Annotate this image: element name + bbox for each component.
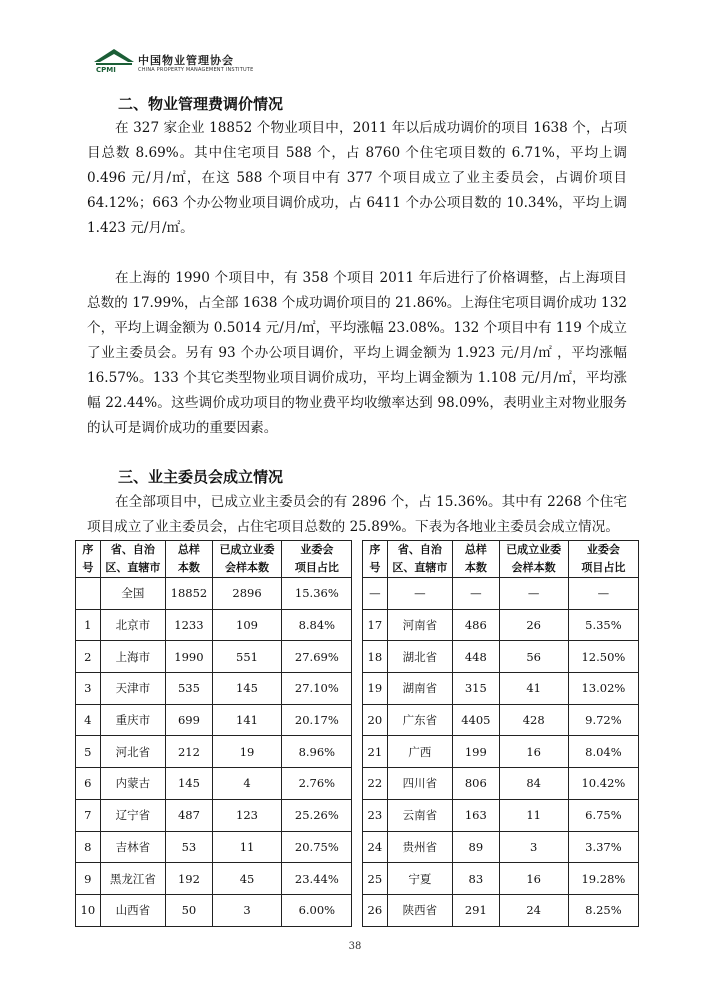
- table-row: [76, 673, 639, 705]
- table-cell: 1990: [166, 641, 213, 673]
- table-cell: 23: [363, 799, 388, 831]
- table-cell: 15.36%: [282, 578, 352, 610]
- table-cell: —: [499, 578, 568, 610]
- table-row: [76, 831, 639, 863]
- table-cell: 4: [212, 768, 282, 800]
- table-cell: 141: [212, 704, 282, 736]
- org-name-cn: 中国物业管理协会: [138, 54, 234, 67]
- table-cell: 11: [499, 799, 568, 831]
- table-cell: 123: [212, 799, 282, 831]
- table-cell: 贵州省: [387, 831, 452, 863]
- table-cell: 26: [499, 609, 568, 641]
- committee-table: [75, 540, 639, 927]
- table-cell: 84: [499, 768, 568, 800]
- table-cell: 5: [76, 736, 101, 768]
- table-row: [76, 578, 639, 610]
- logo-abbreviation: CPMI: [96, 66, 116, 74]
- table-cell: [76, 578, 101, 610]
- table-cell: 上海市: [100, 641, 165, 673]
- table-gap: [352, 641, 363, 673]
- table-cell: 11: [212, 831, 282, 863]
- table-cell: 24: [363, 831, 388, 863]
- page-number: 38: [348, 941, 362, 952]
- table-cell: 河北省: [100, 736, 165, 768]
- table-cell: 6: [76, 768, 101, 800]
- table-cell: 8.04%: [568, 736, 638, 768]
- table-cell: 2.76%: [282, 768, 352, 800]
- table-cell: 10.42%: [568, 768, 638, 800]
- table-row: [76, 894, 639, 926]
- table-cell: 16: [499, 736, 568, 768]
- org-name-en: CHINA PROPERTY MANAGEMENT INSTITUTE: [138, 67, 254, 73]
- table-cell: 吉林省: [100, 831, 165, 863]
- table-cell: 17: [363, 609, 388, 641]
- table-cell: 2: [76, 641, 101, 673]
- table-cell: 192: [166, 863, 213, 895]
- table-header-row: [76, 541, 639, 578]
- table-cell: 19: [363, 673, 388, 705]
- table-cell: 806: [453, 768, 499, 800]
- table-cell: 45: [212, 863, 282, 895]
- table-cell: 北京市: [100, 609, 165, 641]
- table-cell: 163: [453, 799, 499, 831]
- table-gap: [352, 609, 363, 641]
- table-cell: 21: [363, 736, 388, 768]
- table-cell: 辽宁省: [100, 799, 165, 831]
- table-cell: 8: [76, 831, 101, 863]
- table-cell: 22: [363, 768, 388, 800]
- table-cell: 19.28%: [568, 863, 638, 895]
- table-cell: 1: [76, 609, 101, 641]
- table-cell: 5.35%: [568, 609, 638, 641]
- table-cell: 25.26%: [282, 799, 352, 831]
- table-cell: 1233: [166, 609, 213, 641]
- table-cell: 6.00%: [282, 894, 352, 926]
- table-cell: 9: [76, 863, 101, 895]
- table-cell: 551: [212, 641, 282, 673]
- table-cell: 全国: [100, 578, 165, 610]
- table-cell: 145: [212, 673, 282, 705]
- table-cell: 145: [166, 768, 213, 800]
- table-cell: 212: [166, 736, 213, 768]
- table-cell: 4: [76, 704, 101, 736]
- table-cell: 23.44%: [282, 863, 352, 895]
- table-cell: 20.17%: [282, 704, 352, 736]
- table-cell: 8.84%: [282, 609, 352, 641]
- section3-paragraph-1: 在全部项目中，已成立业主委员会的有 2896 个，占 15.36%。其中有 2268 个住宅项目成立了业主委员会，占住宅项目总数的 25.89%。下表为各地业主委员会成立情况。: [87, 494, 627, 535]
- table-gap: [352, 704, 363, 736]
- table-cell: 24: [499, 894, 568, 926]
- table-cell: 6.75%: [568, 799, 638, 831]
- table-cell: 26: [363, 894, 388, 926]
- table-cell: 20: [363, 704, 388, 736]
- table-cell: 2896: [212, 578, 282, 610]
- column-header: 已成立业委 会样本数: [499, 541, 568, 578]
- table-gap: [352, 673, 363, 705]
- table-cell: 3.37%: [568, 831, 638, 863]
- table-gap: [352, 736, 363, 768]
- table-cell: 53: [166, 831, 213, 863]
- table-cell: 天津市: [100, 673, 165, 705]
- table-cell: 89: [453, 831, 499, 863]
- table-row: [76, 799, 639, 831]
- table-cell: 宁夏: [387, 863, 452, 895]
- section2-paragraph-2: 在上海的 1990 个项目中，有 358 个项目 2011 年后进行了价格调整，占上海项目总数的 17.99%，占全部 1638 个成功调价项目的 21.86%。上海住宅项目调价成功 132 个，平均上调金额为 0.5014 元/月/㎡，平均涨幅 23.08%。132 个项目中有 119 个成立了业主委员会。另有 93 个办公项目调价，平均上调金额为 1.923 元/月/㎡ ，平均涨幅 16.57%。133 个其它类型物业项目调价成功，平均上调金额为 1.108 元/月/㎡，平均涨幅 22.44%。这些调价成功项目的物业费平均收缴率达到 98.09%，表明业主对物业服务的认可是调价成功的重要因素。: [87, 270, 627, 436]
- table-cell: 云南省: [387, 799, 452, 831]
- table-cell: 18852: [166, 578, 213, 610]
- table-cell: 10: [76, 894, 101, 926]
- table-cell: —: [387, 578, 452, 610]
- table-cell: 20.75%: [282, 831, 352, 863]
- section3-heading: 三、业主委员会成立情况: [118, 468, 284, 486]
- table-cell: 河南省: [387, 609, 452, 641]
- column-header: 业委会 项目占比: [282, 541, 352, 578]
- column-header: 省、自治 区、直辖市: [100, 541, 165, 578]
- table-cell: 13.02%: [568, 673, 638, 705]
- table-cell: 3: [76, 673, 101, 705]
- table-gap: [352, 863, 363, 895]
- table-row: [76, 768, 639, 800]
- column-header: 序 号: [76, 541, 101, 578]
- table-cell: 内蒙古: [100, 768, 165, 800]
- table-cell: 16: [499, 863, 568, 895]
- table-cell: 四川省: [387, 768, 452, 800]
- table-cell: 广东省: [387, 704, 452, 736]
- table-cell: 56: [499, 641, 568, 673]
- column-header: 省、自治 区、直辖市: [387, 541, 452, 578]
- section2-heading: 二、物业管理费调价情况: [118, 95, 284, 113]
- table-cell: 12.50%: [568, 641, 638, 673]
- column-header: 总样 本数: [453, 541, 499, 578]
- table-cell: 27.10%: [282, 673, 352, 705]
- table-gap: [352, 831, 363, 863]
- table-cell: 448: [453, 641, 499, 673]
- table-row: [76, 704, 639, 736]
- table-cell: 湖南省: [387, 673, 452, 705]
- table-cell: 8.25%: [568, 894, 638, 926]
- table-cell: 315: [453, 673, 499, 705]
- table-gap: [352, 768, 363, 800]
- table-gap: [352, 894, 363, 926]
- table-cell: 8.96%: [282, 736, 352, 768]
- section2-paragraph-1: 在 327 家企业 18852 个物业项目中，2011 年以后成功调价的项目 1638 个，占项目总数 8.69%。其中住宅项目 588 个，占 8760 个住宅项目数的 6.71%，平均上调 0.496 元/月/㎡，在这 588 个项目中有 377 个项目成立了业主委员会，占调价项目 64.12%；663 个办公物业项目调价成功，占 6411 个办公项目数的 10.34%，平均上调 1.423 元/月/㎡。: [87, 120, 627, 236]
- column-header: 已成立业委 会样本数: [212, 541, 282, 578]
- table-cell: —: [568, 578, 638, 610]
- page-header: [92, 46, 292, 80]
- table-cell: 109: [212, 609, 282, 641]
- table-row: [76, 736, 639, 768]
- table-cell: 重庆市: [100, 704, 165, 736]
- table-cell: 699: [166, 704, 213, 736]
- table-cell: 25: [363, 863, 388, 895]
- table-cell: 487: [166, 799, 213, 831]
- table-row: [76, 863, 639, 895]
- table-cell: 3: [212, 894, 282, 926]
- table-cell: 黑龙江省: [100, 863, 165, 895]
- table-cell: 41: [499, 673, 568, 705]
- table-cell: 广西: [387, 736, 452, 768]
- table-cell: 7: [76, 799, 101, 831]
- column-header: 总样 本数: [166, 541, 213, 578]
- column-header: 序 号: [363, 541, 388, 578]
- table-cell: —: [453, 578, 499, 610]
- table-cell: 428: [499, 704, 568, 736]
- table-cell: 19: [212, 736, 282, 768]
- table-gap: [352, 799, 363, 831]
- table-cell: 3: [499, 831, 568, 863]
- table-gap: [352, 578, 363, 610]
- table-cell: 486: [453, 609, 499, 641]
- column-header: 业委会 项目占比: [568, 541, 638, 578]
- table-cell: 83: [453, 863, 499, 895]
- table-cell: 山西省: [100, 894, 165, 926]
- table-cell: 291: [453, 894, 499, 926]
- table-cell: 湖北省: [387, 641, 452, 673]
- table-cell: 18: [363, 641, 388, 673]
- table-row: [76, 609, 639, 641]
- table-cell: 4405: [453, 704, 499, 736]
- table-cell: 199: [453, 736, 499, 768]
- table-cell: 9.72%: [568, 704, 638, 736]
- table-row: [76, 641, 639, 673]
- table-cell: 陕西省: [387, 894, 452, 926]
- table-gap: [352, 541, 363, 578]
- table-cell: 50: [166, 894, 213, 926]
- table-cell: 27.69%: [282, 641, 352, 673]
- table-cell: —: [363, 578, 388, 610]
- table-cell: 535: [166, 673, 213, 705]
